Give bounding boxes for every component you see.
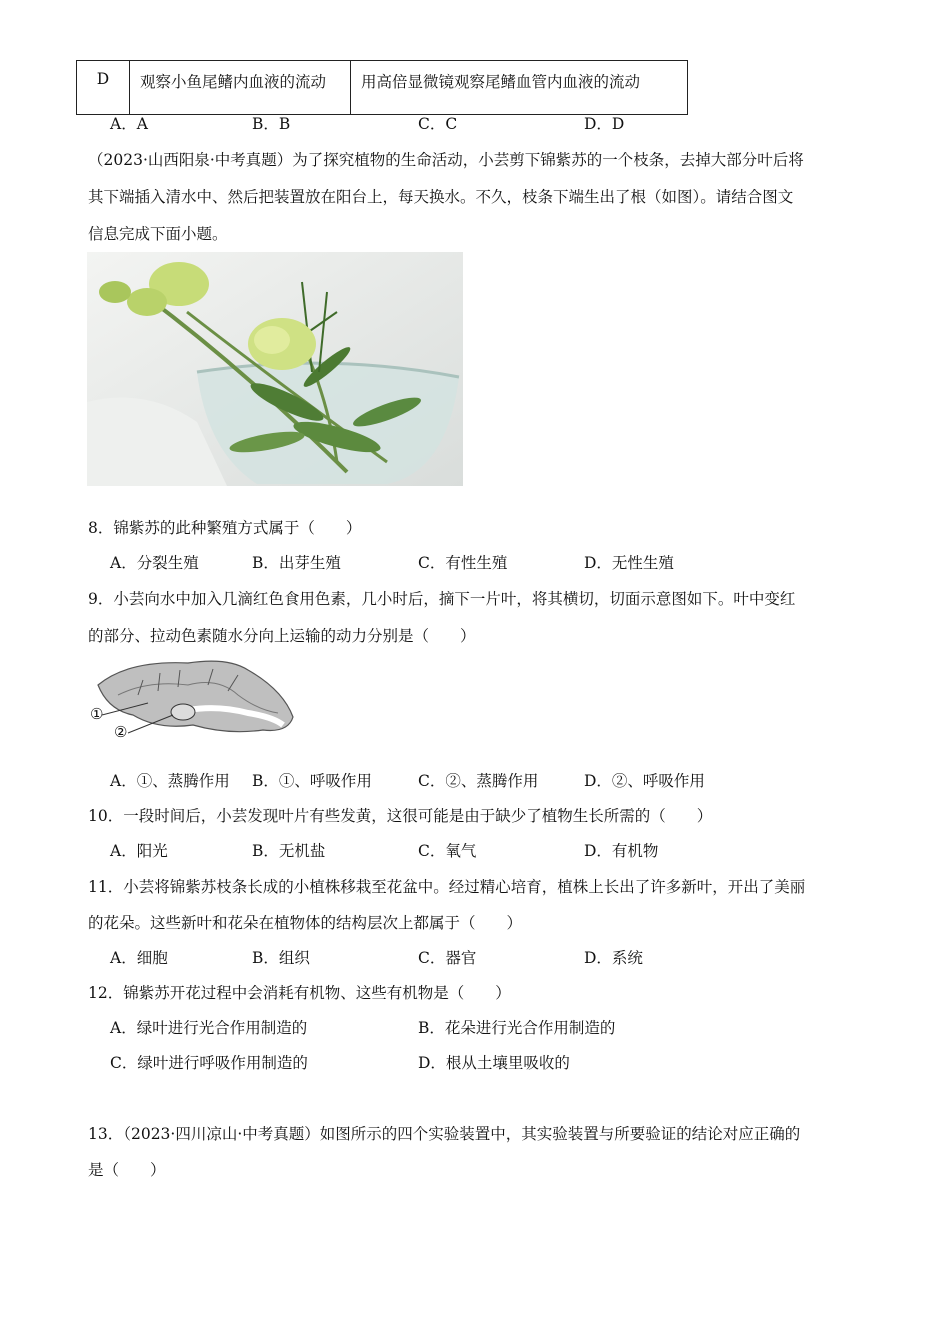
option-b: B．花朵进行光合作用制造的 [418, 1019, 616, 1037]
option-c: C．有性生殖 [418, 554, 508, 572]
question-13-line: 是（ ） [88, 1161, 166, 1179]
table-cell: 用高倍显微镜观察尾鳍血管内血液的流动 [351, 61, 688, 115]
leaf-cross-section-diagram [88, 655, 298, 747]
intro-line: 信息完成下面小题。 [88, 225, 228, 243]
plant-photo [87, 252, 463, 486]
option-c: C．器官 [418, 949, 477, 967]
label-1: ① [90, 705, 104, 723]
option-b: B．组织 [252, 949, 310, 967]
option-d: D．无性生殖 [584, 554, 674, 572]
question-13-line: 13．（2023·四川凉山·中考真题）如图所示的四个实验装置中，其实验装置与所要验证的结论对应正确的 [88, 1125, 801, 1143]
question-9-line: 的部分、拉动色素随水分向上运输的动力分别是（ ） [88, 627, 476, 645]
experiment-table [76, 60, 688, 115]
option-b: B．①、呼吸作用 [252, 772, 372, 790]
intro-line: （2023·山西阳泉·中考真题）为了探究植物的生命活动，小芸剪下锦紫苏的一个枝条，去掉大部分叶后将 [88, 151, 804, 169]
question-12-stem: 12．锦紫苏开花过程中会消耗有机物、这些有机物是（ ） [88, 984, 511, 1002]
question-8-stem: 8．锦紫苏的此种繁殖方式属于（ ） [88, 519, 362, 537]
label-2: ② [114, 723, 128, 741]
option-a: A．阳光 [110, 842, 168, 860]
table-cell: 观察小鱼尾鳍内血液的流动 [130, 61, 351, 115]
question-11-line: 的花朵。这些新叶和花朵在植物体的结构层次上都属于（ ） [88, 914, 523, 932]
option-a: A．细胞 [110, 949, 168, 967]
option-b: B．B [252, 115, 291, 133]
option-b: B．出芽生殖 [252, 554, 341, 572]
option-c: C．②、蒸腾作用 [418, 772, 539, 790]
table-row [77, 61, 688, 115]
option-d: D．D [584, 115, 625, 133]
question-9-line: 9．小芸向水中加入几滴红色食用色素，几小时后，摘下一片叶，将其横切，切面示意图如下。叶中变红 [88, 590, 796, 608]
option-d: D．②、呼吸作用 [584, 772, 705, 790]
option-c: C．氧气 [418, 842, 477, 860]
option-d: D．根从土壤里吸收的 [418, 1054, 570, 1072]
option-c: C．C [418, 115, 458, 133]
option-a: A．绿叶进行光合作用制造的 [110, 1019, 308, 1037]
option-c: C．绿叶进行呼吸作用制造的 [110, 1054, 308, 1072]
option-a: A．①、蒸腾作用 [110, 772, 230, 790]
intro-line: 其下端插入清水中、然后把装置放在阳台上，每天换水。不久，枝条下端生出了根（如图）。请结合图文 [88, 188, 794, 206]
question-10-stem: 10．一段时间后，小芸发现叶片有些发黄，这很可能是由于缺少了植物生长所需的（ ） [88, 807, 713, 825]
option-a: A．分裂生殖 [110, 554, 199, 572]
option-d: D．有机物 [584, 842, 659, 860]
option-a: A．A [110, 115, 148, 133]
table-cell: D [77, 61, 130, 115]
question-11-line: 11．小芸将锦紫苏枝条长成的小植株移栽至花盆中。经过精心培育，植株上长出了许多新叶，开出了美丽 [88, 878, 806, 896]
option-d: D．系统 [584, 949, 643, 967]
option-b: B．无机盐 [252, 842, 326, 860]
